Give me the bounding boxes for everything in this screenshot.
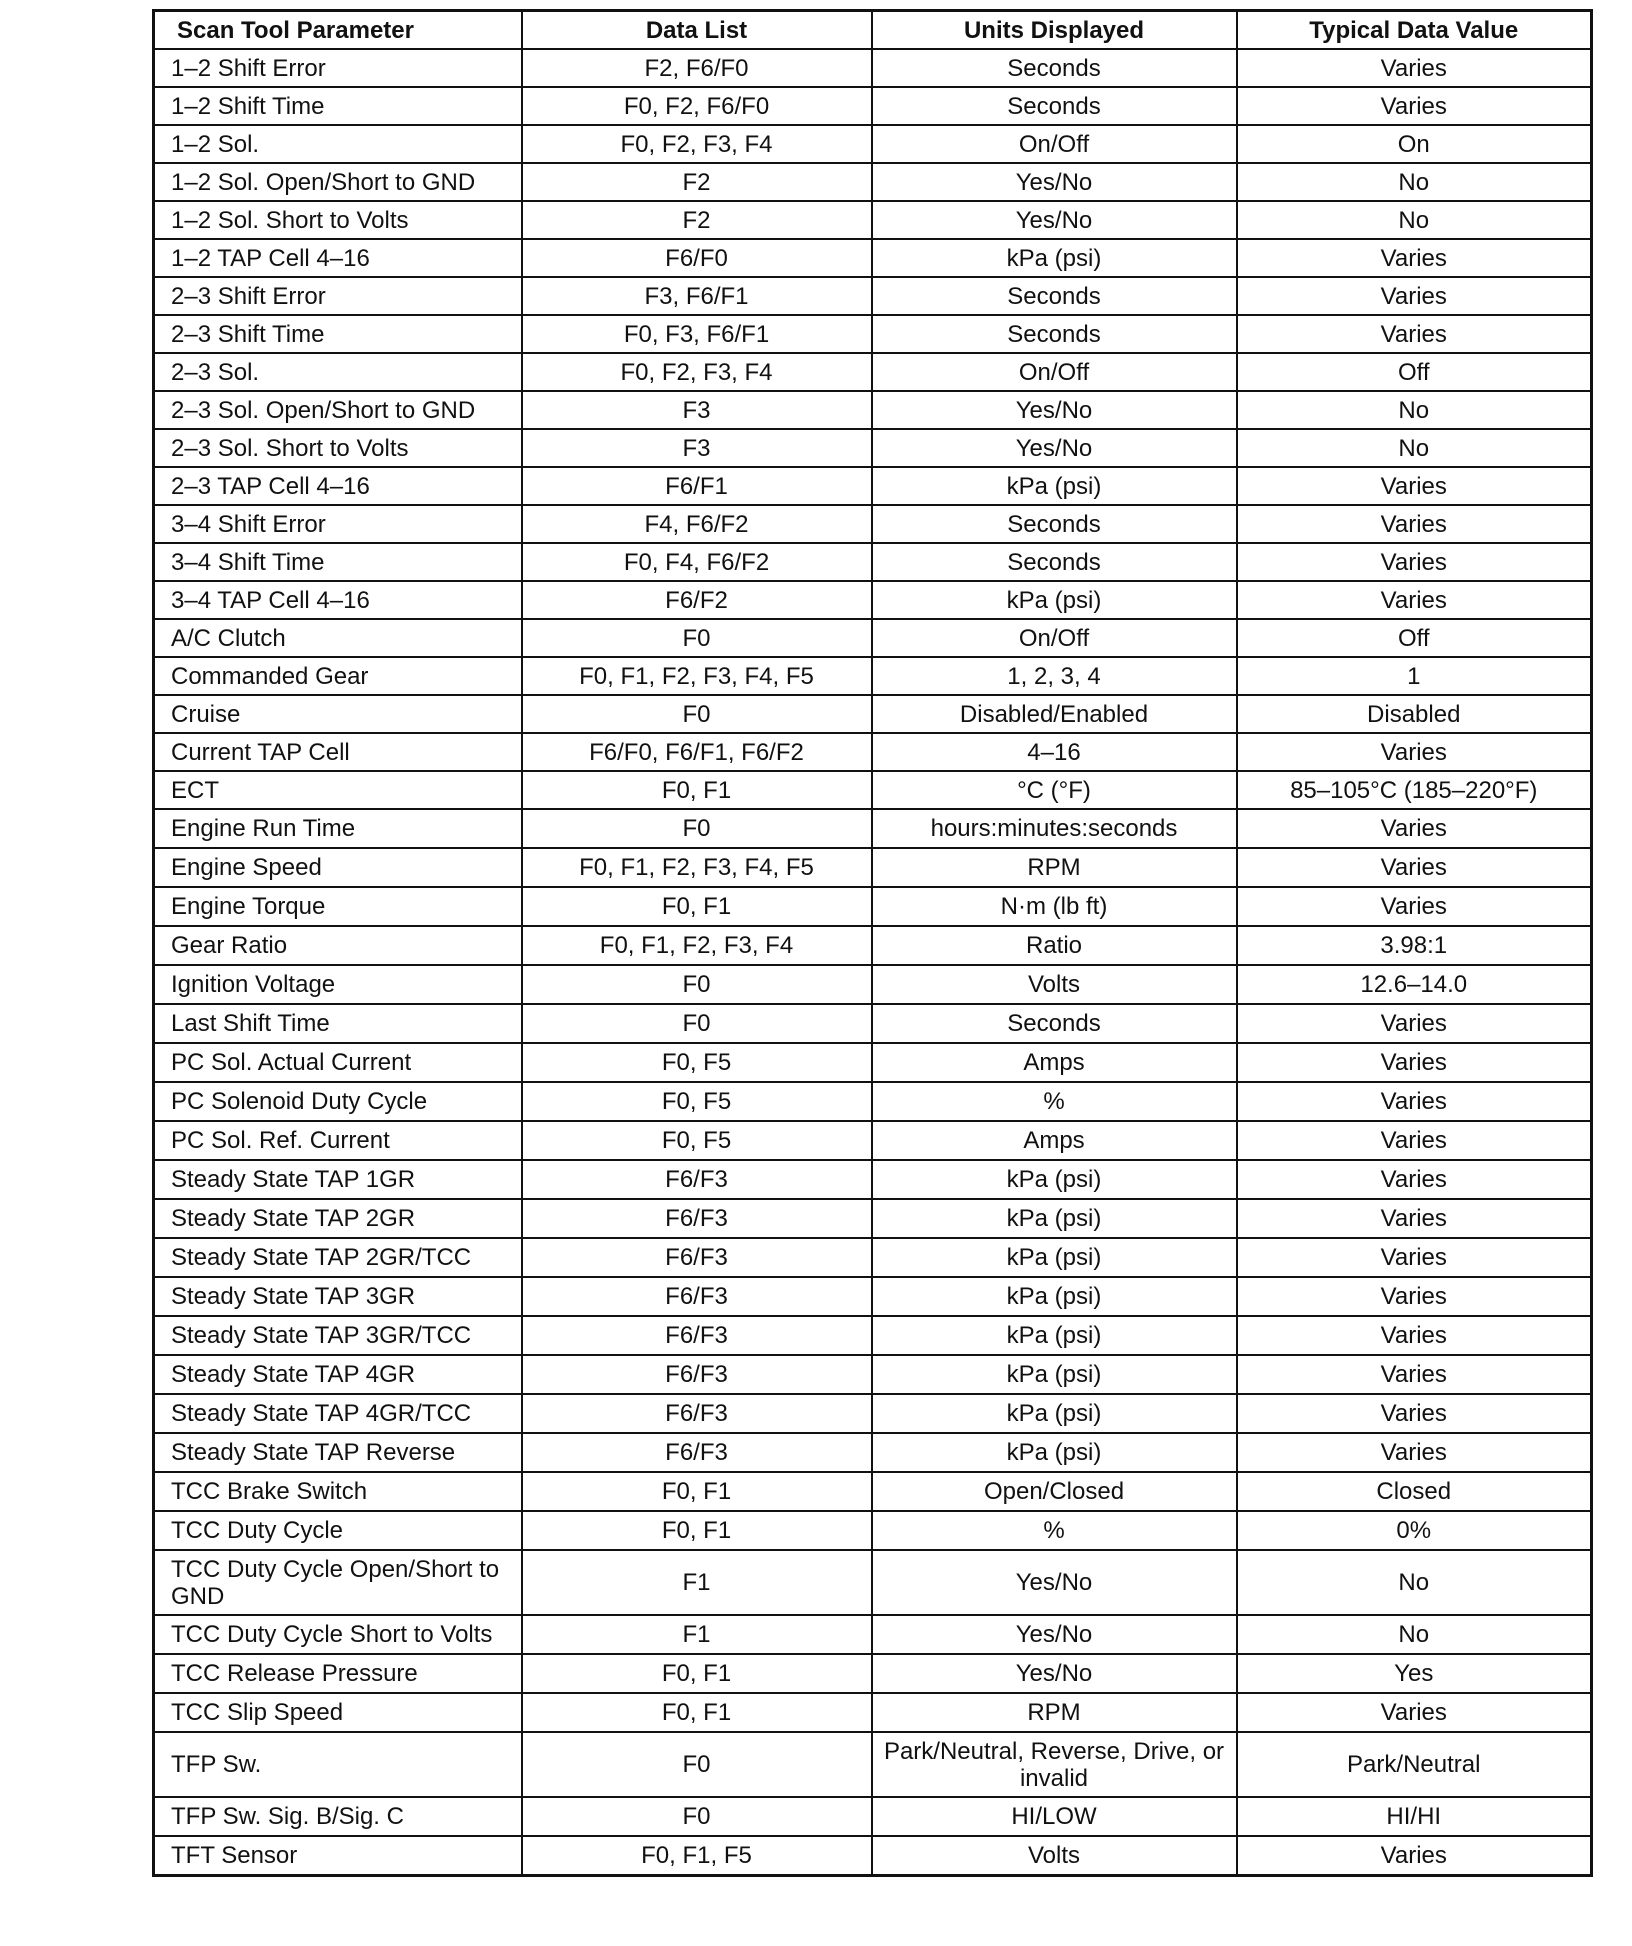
- parameter-cell: Engine Speed: [154, 848, 522, 887]
- parameter-cell: Steady State TAP 3GR/TCC: [154, 1316, 522, 1355]
- table-row: [154, 1472, 1592, 1511]
- units-cell: kPa (psi): [872, 581, 1237, 619]
- table-row: [154, 1654, 1592, 1693]
- data-list-cell: F1: [522, 1550, 872, 1615]
- parameter-cell: TFP Sw.: [154, 1732, 522, 1797]
- table-row: [154, 1732, 1592, 1797]
- typical-value-cell: Varies: [1237, 733, 1592, 771]
- data-list-cell: F0, F1: [522, 771, 872, 809]
- table-row: [154, 1160, 1592, 1199]
- table-row: [154, 848, 1592, 887]
- data-list-cell: F0, F5: [522, 1121, 872, 1160]
- table-row: [154, 125, 1592, 163]
- typical-value-cell: Yes: [1237, 1654, 1592, 1693]
- units-cell: kPa (psi): [872, 1199, 1237, 1238]
- units-cell: Amps: [872, 1121, 1237, 1160]
- data-list-cell: F6/F1: [522, 467, 872, 505]
- typical-value-cell: Park/Neutral: [1237, 1732, 1592, 1797]
- units-cell: Seconds: [872, 49, 1237, 87]
- parameter-cell: Current TAP Cell: [154, 733, 522, 771]
- parameter-cell: 1–2 Sol. Short to Volts: [154, 201, 522, 239]
- parameter-cell: PC Sol. Actual Current: [154, 1043, 522, 1082]
- header-typical-data-value: Typical Data Value: [1237, 11, 1592, 50]
- typical-value-cell: Varies: [1237, 1277, 1592, 1316]
- parameter-cell: A/C Clutch: [154, 619, 522, 657]
- parameter-cell: TFP Sw. Sig. B/Sig. C: [154, 1797, 522, 1836]
- header-units-displayed: Units Displayed: [872, 11, 1237, 50]
- units-cell: Yes/No: [872, 1654, 1237, 1693]
- data-list-cell: F6/F3: [522, 1433, 872, 1472]
- typical-value-cell: 85–105°C (185–220°F): [1237, 771, 1592, 809]
- data-list-cell: F0: [522, 809, 872, 848]
- parameter-cell: Commanded Gear: [154, 657, 522, 695]
- data-list-cell: F0: [522, 1797, 872, 1836]
- table-row: [154, 429, 1592, 467]
- data-list-cell: F0, F1, F2, F3, F4, F5: [522, 657, 872, 695]
- typical-value-cell: Varies: [1237, 277, 1592, 315]
- data-list-cell: F2: [522, 163, 872, 201]
- data-list-cell: F3: [522, 391, 872, 429]
- data-list-cell: F6/F2: [522, 581, 872, 619]
- data-list-cell: F0, F2, F3, F4: [522, 125, 872, 163]
- data-list-cell: F0, F1: [522, 887, 872, 926]
- units-cell: kPa (psi): [872, 1160, 1237, 1199]
- typical-value-cell: Varies: [1237, 1121, 1592, 1160]
- data-list-cell: F0, F3, F6/F1: [522, 315, 872, 353]
- typical-value-cell: Varies: [1237, 1160, 1592, 1199]
- parameter-cell: TCC Duty Cycle Short to Volts: [154, 1615, 522, 1654]
- typical-value-cell: Varies: [1237, 809, 1592, 848]
- data-list-cell: F0: [522, 1732, 872, 1797]
- units-cell: Yes/No: [872, 391, 1237, 429]
- parameter-cell: 2–3 Sol. Open/Short to GND: [154, 391, 522, 429]
- table-row: [154, 1277, 1592, 1316]
- units-cell: HI/LOW: [872, 1797, 1237, 1836]
- units-cell: %: [872, 1511, 1237, 1550]
- typical-value-cell: Varies: [1237, 1394, 1592, 1433]
- data-list-cell: F0: [522, 965, 872, 1004]
- typical-value-cell: Off: [1237, 353, 1592, 391]
- data-list-cell: F0: [522, 1004, 872, 1043]
- table-row: [154, 1121, 1592, 1160]
- table-row: [154, 1199, 1592, 1238]
- typical-value-cell: On: [1237, 125, 1592, 163]
- parameter-cell: Steady State TAP 1GR: [154, 1160, 522, 1199]
- units-cell: Yes/No: [872, 1615, 1237, 1654]
- scan-tool-data-table: [152, 9, 1593, 1877]
- units-cell: Seconds: [872, 543, 1237, 581]
- typical-value-cell: No: [1237, 163, 1592, 201]
- data-list-cell: F0, F1: [522, 1654, 872, 1693]
- data-list-cell: F0: [522, 695, 872, 733]
- typical-value-cell: Varies: [1237, 1316, 1592, 1355]
- typical-value-cell: Off: [1237, 619, 1592, 657]
- data-list-cell: F3: [522, 429, 872, 467]
- units-cell: kPa (psi): [872, 1316, 1237, 1355]
- units-cell: °C (°F): [872, 771, 1237, 809]
- units-cell: RPM: [872, 1693, 1237, 1732]
- units-cell: hours:minutes:seconds: [872, 809, 1237, 848]
- parameter-cell: 2–3 Shift Time: [154, 315, 522, 353]
- units-cell: Seconds: [872, 87, 1237, 125]
- typical-value-cell: Varies: [1237, 505, 1592, 543]
- parameter-cell: PC Solenoid Duty Cycle: [154, 1082, 522, 1121]
- typical-value-cell: Varies: [1237, 887, 1592, 926]
- data-list-cell: F0, F1, F2, F3, F4: [522, 926, 872, 965]
- typical-value-cell: No: [1237, 201, 1592, 239]
- units-cell: 1, 2, 3, 4: [872, 657, 1237, 695]
- parameter-cell: TCC Release Pressure: [154, 1654, 522, 1693]
- units-cell: N·m (lb ft): [872, 887, 1237, 926]
- typical-value-cell: 12.6–14.0: [1237, 965, 1592, 1004]
- table-row: [154, 581, 1592, 619]
- parameter-cell: Steady State TAP 2GR: [154, 1199, 522, 1238]
- data-list-cell: F4, F6/F2: [522, 505, 872, 543]
- units-cell: Ratio: [872, 926, 1237, 965]
- typical-value-cell: Varies: [1237, 239, 1592, 277]
- data-list-cell: F6/F3: [522, 1199, 872, 1238]
- parameter-cell: TCC Duty Cycle: [154, 1511, 522, 1550]
- data-list-cell: F0, F1, F2, F3, F4, F5: [522, 848, 872, 887]
- units-cell: Park/Neutral, Reverse, Drive, or invalid: [872, 1732, 1237, 1797]
- units-cell: Volts: [872, 1836, 1237, 1876]
- parameter-cell: Engine Torque: [154, 887, 522, 926]
- data-list-cell: F6/F3: [522, 1316, 872, 1355]
- typical-value-cell: Varies: [1237, 848, 1592, 887]
- units-cell: On/Off: [872, 125, 1237, 163]
- table-row: [154, 277, 1592, 315]
- data-list-cell: F0, F1: [522, 1511, 872, 1550]
- parameter-cell: PC Sol. Ref. Current: [154, 1121, 522, 1160]
- units-cell: %: [872, 1082, 1237, 1121]
- parameter-cell: 3–4 TAP Cell 4–16: [154, 581, 522, 619]
- units-cell: 4–16: [872, 733, 1237, 771]
- units-cell: On/Off: [872, 353, 1237, 391]
- parameter-cell: 2–3 Sol. Short to Volts: [154, 429, 522, 467]
- typical-value-cell: Varies: [1237, 87, 1592, 125]
- typical-value-cell: Varies: [1237, 1238, 1592, 1277]
- typical-value-cell: 1: [1237, 657, 1592, 695]
- parameter-cell: TCC Duty Cycle Open/Short to GND: [154, 1550, 522, 1615]
- data-list-cell: F6/F3: [522, 1238, 872, 1277]
- units-cell: Seconds: [872, 315, 1237, 353]
- data-list-cell: F6/F3: [522, 1394, 872, 1433]
- table-row: [154, 543, 1592, 581]
- typical-value-cell: Varies: [1237, 581, 1592, 619]
- typical-value-cell: Varies: [1237, 1199, 1592, 1238]
- table-row: [154, 353, 1592, 391]
- typical-value-cell: Disabled: [1237, 695, 1592, 733]
- parameter-cell: Ignition Voltage: [154, 965, 522, 1004]
- data-list-cell: F0, F4, F6/F2: [522, 543, 872, 581]
- typical-value-cell: Varies: [1237, 1433, 1592, 1472]
- typical-value-cell: Varies: [1237, 1693, 1592, 1732]
- header-scan-tool-parameter: Scan Tool Parameter: [154, 11, 522, 50]
- parameter-cell: TCC Slip Speed: [154, 1693, 522, 1732]
- units-cell: Open/Closed: [872, 1472, 1237, 1511]
- table-row: [154, 657, 1592, 695]
- typical-value-cell: Varies: [1237, 49, 1592, 87]
- table-row: [154, 87, 1592, 125]
- data-list-cell: F6/F0, F6/F1, F6/F2: [522, 733, 872, 771]
- typical-value-cell: Varies: [1237, 543, 1592, 581]
- data-list-cell: F0, F1: [522, 1693, 872, 1732]
- table-row: [154, 1238, 1592, 1277]
- table-row: [154, 1316, 1592, 1355]
- typical-value-cell: Varies: [1237, 1043, 1592, 1082]
- parameter-cell: ECT: [154, 771, 522, 809]
- table-row: [154, 315, 1592, 353]
- typical-value-cell: No: [1237, 1615, 1592, 1654]
- units-cell: kPa (psi): [872, 1433, 1237, 1472]
- table-row: [154, 1082, 1592, 1121]
- table-row: [154, 1004, 1592, 1043]
- data-list-cell: F1: [522, 1615, 872, 1654]
- data-list-cell: F6/F3: [522, 1355, 872, 1394]
- parameter-cell: Steady State TAP Reverse: [154, 1433, 522, 1472]
- table-row: [154, 619, 1592, 657]
- parameter-cell: 3–4 Shift Error: [154, 505, 522, 543]
- table-row: [154, 733, 1592, 771]
- units-cell: Disabled/Enabled: [872, 695, 1237, 733]
- typical-value-cell: No: [1237, 429, 1592, 467]
- units-cell: kPa (psi): [872, 239, 1237, 277]
- data-list-cell: F6/F3: [522, 1277, 872, 1316]
- table-row: [154, 163, 1592, 201]
- table-row: [154, 239, 1592, 277]
- typical-value-cell: 0%: [1237, 1511, 1592, 1550]
- parameter-cell: TFT Sensor: [154, 1836, 522, 1876]
- parameter-cell: 1–2 TAP Cell 4–16: [154, 239, 522, 277]
- data-list-cell: F3, F6/F1: [522, 277, 872, 315]
- table-header-row: [154, 11, 1592, 50]
- parameter-cell: Steady State TAP 3GR: [154, 1277, 522, 1316]
- table-row: [154, 926, 1592, 965]
- table-row: [154, 1355, 1592, 1394]
- parameter-cell: Steady State TAP 2GR/TCC: [154, 1238, 522, 1277]
- parameter-cell: 3–4 Shift Time: [154, 543, 522, 581]
- parameter-cell: Gear Ratio: [154, 926, 522, 965]
- typical-value-cell: Varies: [1237, 1355, 1592, 1394]
- data-list-cell: F0, F5: [522, 1082, 872, 1121]
- table-row: [154, 809, 1592, 848]
- parameter-cell: Last Shift Time: [154, 1004, 522, 1043]
- data-list-cell: F0, F5: [522, 1043, 872, 1082]
- units-cell: kPa (psi): [872, 1394, 1237, 1433]
- parameter-cell: 2–3 Shift Error: [154, 277, 522, 315]
- typical-value-cell: 3.98:1: [1237, 926, 1592, 965]
- table-row: [154, 467, 1592, 505]
- table-row: [154, 771, 1592, 809]
- table-row: [154, 201, 1592, 239]
- parameter-cell: 1–2 Shift Time: [154, 87, 522, 125]
- data-list-cell: F6/F3: [522, 1160, 872, 1199]
- units-cell: On/Off: [872, 619, 1237, 657]
- units-cell: Amps: [872, 1043, 1237, 1082]
- table-row: [154, 887, 1592, 926]
- table-row: [154, 1615, 1592, 1654]
- parameter-cell: 1–2 Shift Error: [154, 49, 522, 87]
- units-cell: Seconds: [872, 277, 1237, 315]
- table-row: [154, 505, 1592, 543]
- parameter-cell: 1–2 Sol. Open/Short to GND: [154, 163, 522, 201]
- data-list-cell: F0, F1, F5: [522, 1836, 872, 1876]
- table-row: [154, 1394, 1592, 1433]
- data-list-cell: F2: [522, 201, 872, 239]
- table-row: [154, 965, 1592, 1004]
- parameter-cell: Steady State TAP 4GR: [154, 1355, 522, 1394]
- typical-value-cell: Varies: [1237, 1004, 1592, 1043]
- table-row: [154, 1797, 1592, 1836]
- parameter-cell: TCC Brake Switch: [154, 1472, 522, 1511]
- table-row: [154, 1550, 1592, 1615]
- data-list-cell: F0, F2, F3, F4: [522, 353, 872, 391]
- units-cell: Volts: [872, 965, 1237, 1004]
- typical-value-cell: Varies: [1237, 1836, 1592, 1876]
- typical-value-cell: Closed: [1237, 1472, 1592, 1511]
- table-row: [154, 1511, 1592, 1550]
- parameter-cell: 2–3 Sol.: [154, 353, 522, 391]
- table-row: [154, 1433, 1592, 1472]
- parameter-cell: Engine Run Time: [154, 809, 522, 848]
- units-cell: Yes/No: [872, 1550, 1237, 1615]
- parameter-cell: Cruise: [154, 695, 522, 733]
- table-row: [154, 1043, 1592, 1082]
- table-row: [154, 695, 1592, 733]
- table-row: [154, 1693, 1592, 1732]
- units-cell: kPa (psi): [872, 1355, 1237, 1394]
- units-cell: kPa (psi): [872, 1277, 1237, 1316]
- typical-value-cell: Varies: [1237, 315, 1592, 353]
- units-cell: kPa (psi): [872, 1238, 1237, 1277]
- units-cell: Yes/No: [872, 163, 1237, 201]
- data-list-cell: F0: [522, 619, 872, 657]
- units-cell: Seconds: [872, 505, 1237, 543]
- typical-value-cell: No: [1237, 1550, 1592, 1615]
- table-row: [154, 1836, 1592, 1876]
- table-row: [154, 49, 1592, 87]
- data-list-cell: F0, F2, F6/F0: [522, 87, 872, 125]
- typical-value-cell: Varies: [1237, 1082, 1592, 1121]
- units-cell: Seconds: [872, 1004, 1237, 1043]
- parameter-cell: 1–2 Sol.: [154, 125, 522, 163]
- data-list-cell: F0, F1: [522, 1472, 872, 1511]
- parameter-cell: Steady State TAP 4GR/TCC: [154, 1394, 522, 1433]
- header-data-list: Data List: [522, 11, 872, 50]
- typical-value-cell: No: [1237, 391, 1592, 429]
- units-cell: kPa (psi): [872, 467, 1237, 505]
- data-list-cell: F6/F0: [522, 239, 872, 277]
- units-cell: Yes/No: [872, 429, 1237, 467]
- parameter-cell: 2–3 TAP Cell 4–16: [154, 467, 522, 505]
- table-row: [154, 391, 1592, 429]
- table-body: [154, 49, 1592, 1876]
- units-cell: RPM: [872, 848, 1237, 887]
- typical-value-cell: Varies: [1237, 467, 1592, 505]
- data-list-cell: F2, F6/F0: [522, 49, 872, 87]
- units-cell: Yes/No: [872, 201, 1237, 239]
- typical-value-cell: HI/HI: [1237, 1797, 1592, 1836]
